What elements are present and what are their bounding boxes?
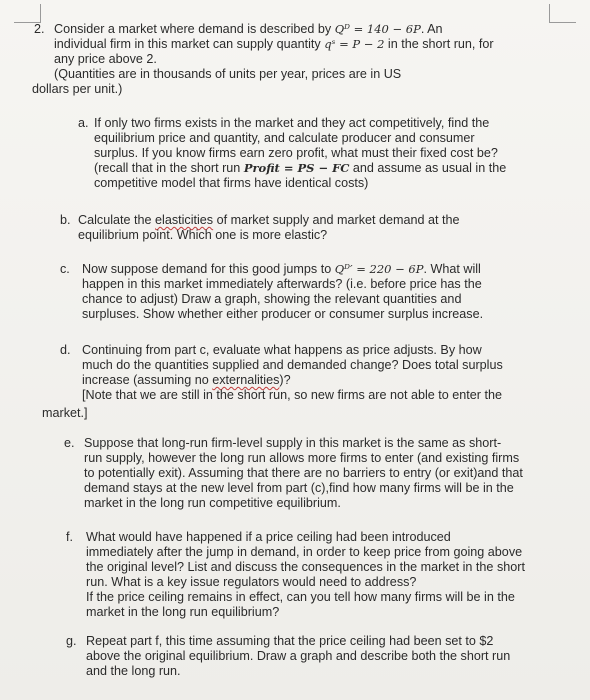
part-a: a. If only two firms exists in the market and they act competitively, find the equilibrium price and quantity, and calculate producer and consumer surplus. If you know firms earn zero profit, what must their fixed cost be? (recall that in the short run Profit = PS − FC and assume as usual in the competitive model that firms have identical costs) [78, 116, 507, 190]
units-note: dollars per unit.) [32, 82, 123, 96]
units-note: (Quantities are in thousands of units per year, prices are in US [54, 67, 402, 81]
part-b: b. Calculate the elasticities of market supply and market demand at the equilibrium point. Which one is more elastic? [60, 213, 460, 242]
part-e: e. Suppose that long-run firm-level supply in this market is the same as short- run supply, however the long run allows more firms to enter (and existing firms to potentially exit). Assuming that there are no barriers to entry (or exit)and that demand stays at the new level from part (c),find how many firms will be in the market in the long run competitive equilibrium. [64, 436, 523, 510]
part-c: c. Now suppose demand for this good jumps to Qᴰ′ = 220 − 6P. What will happen in this market immediately afterwards? (i.e. before price has the chance to adjust) Draw a graph, showing the relevant quantities and surpluses. Show whether either producer or consumer surplus increase. [60, 262, 484, 321]
part-d: d. Continuing from part c, evaluate what happens as price adjusts. By how much do the quantities supplied and demanded change? Does total surplus increase (assuming no externalities)? [Note that we are still in the short run, so new firms are not able to enter the [60, 343, 560, 403]
part-label: d. [60, 343, 71, 357]
profit-equation: Profit = PS − FC [243, 161, 350, 175]
part-label: c. [60, 262, 70, 276]
part-label: a. [78, 116, 89, 130]
part-label: g. [66, 634, 77, 648]
intro-line: individual firm in this market can supply quantity qˢ = P − 2 in the short run, for [54, 37, 494, 51]
part-label: f. [66, 530, 73, 544]
intro-line: any price above 2. [54, 52, 157, 66]
part-f: f. What would have happened if a price ceiling had been introduced immediately after the jump in demand, in order to keep price from going above the original level? List and discuss the consequences in the market in the short run. What is a key issue regulators would need to address? If the price ceiling remains in effect, can you tell how many firms will be in the market in the long run equilibrium? [66, 530, 525, 619]
spellcheck-word: externalities [212, 373, 280, 387]
supply-equation: qˢ = P − 2 [324, 37, 385, 51]
intro-line: Consider a market where demand is described by Qᴰ = 140 − 6P. An [54, 22, 443, 36]
demand-equation: Qᴰ = 140 − 6P [334, 22, 421, 36]
spellcheck-word: elasticities [155, 213, 214, 227]
note-line: [Note that we are still in the short run, so new firms are not able to enter the [82, 388, 503, 402]
note-line: market.] [42, 406, 88, 420]
corner-crop-mark [14, 4, 41, 23]
question-number: 2. [34, 22, 45, 36]
question-intro [34, 22, 559, 97]
new-demand-equation: Qᴰ′ = 220 − 6P [334, 262, 424, 276]
part-g: g. Repeat part f, this time assuming that the price ceiling had been set to $2 above the original equilibrium. Draw a graph and describe both the short run and the long run. [66, 634, 511, 678]
part-label: b. [60, 213, 71, 227]
part-label: e. [64, 436, 75, 450]
corner-crop-mark [549, 4, 576, 23]
